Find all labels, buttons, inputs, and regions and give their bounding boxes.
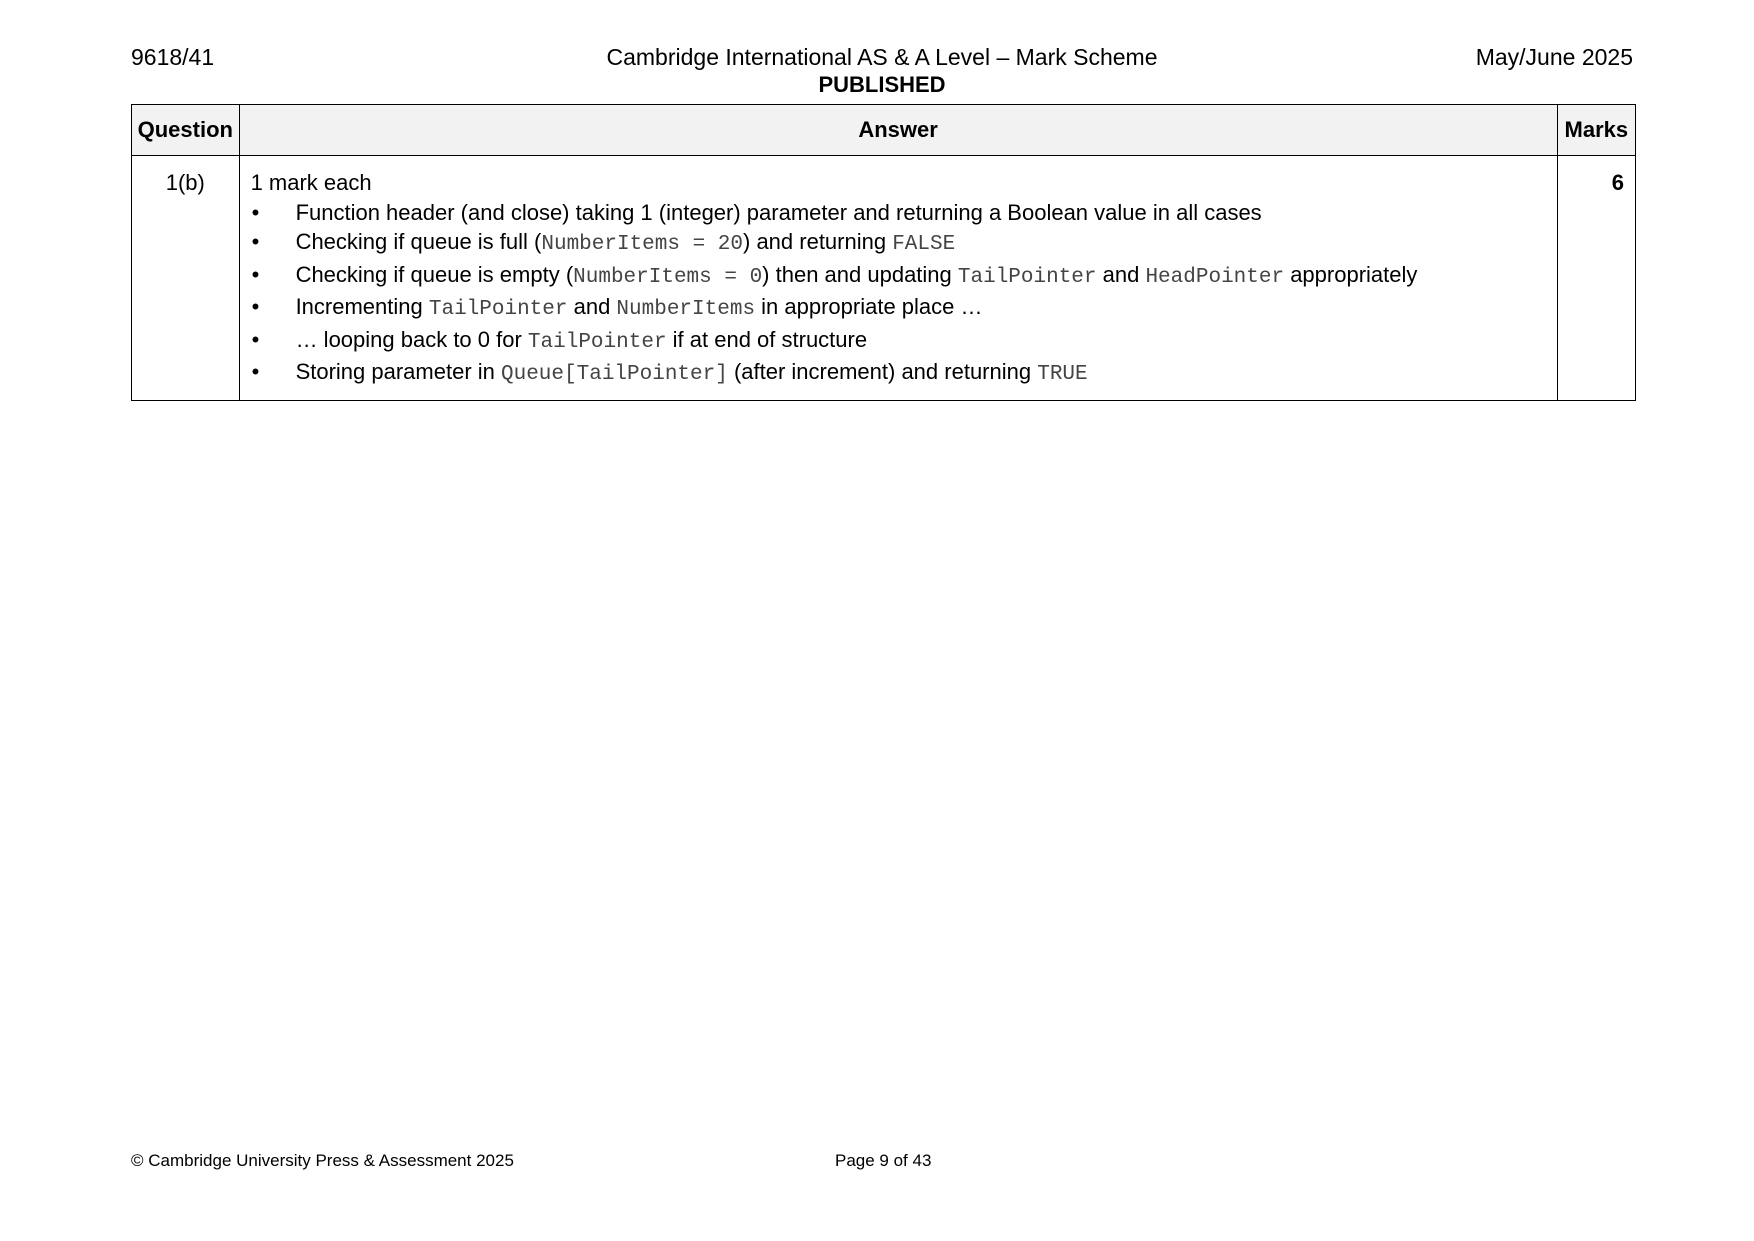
marking-point-text: and [1096,261,1146,287]
marking-point-text: Checking if queue is full ( [295,229,542,254]
answer-intro: 1 mark each [250,170,372,195]
published-label: PUBLISHED [818,72,946,97]
table-row [132,156,1636,401]
marking-point-text: Storing parameter in [295,359,501,384]
code-identifier: TailPointer [527,330,667,354]
marking-point-text: if at end of structure [666,326,868,352]
marking-point-text: in appropriate place … [755,294,983,319]
marking-point [251,260,1546,293]
marking-point [251,198,1546,228]
answer-cell [239,156,1557,401]
bullet-icon: • [251,326,260,352]
marking-point [251,227,1546,260]
paper-code: 9618/41 [131,44,215,70]
exam-session: May/June 2025 [1475,44,1633,70]
page-number: Page 9 of 43 [835,1151,932,1170]
marking-point-text: … looping back to 0 for [295,326,528,352]
table-header-row [132,105,1636,156]
question-column-header: Question [132,105,240,156]
marking-point-text: appropriately [1284,261,1418,287]
marking-point [251,325,1546,358]
marking-point-text: and [567,294,617,319]
code-identifier: TRUE [1037,363,1088,386]
question-number: 1(b) [132,156,240,401]
bullet-icon: • [251,199,260,225]
bullet-icon: • [251,229,260,254]
bullet-icon: • [251,261,260,287]
marking-point [251,357,1546,390]
marking-point-text: ) and returning [743,229,893,254]
marking-point-text: (after increment) and returning [727,359,1038,384]
code-identifier: HeadPointer [1145,265,1285,289]
marking-point [251,292,1546,325]
code-identifier: TailPointer [957,265,1097,289]
bullet-icon: • [251,294,260,319]
answer-column-header: Answer [239,105,1557,156]
bullet-icon: • [251,359,260,384]
code-identifier: FALSE [892,233,956,256]
code-identifier: TailPointer [428,298,568,321]
mark-scheme-table [131,104,1636,401]
code-identifier: NumberItems [616,298,756,321]
copyright-notice: © Cambridge University Press & Assessment 2025 [131,1151,514,1170]
marking-point-text: Function header (and close) taking 1 (integer) parameter and returning a Boolean value in all cases [295,199,1262,225]
code-identifier: Queue[TailPointer] [501,363,728,386]
marking-point-text: Checking if queue is empty ( [295,261,574,287]
marks-value: 6 [1557,156,1635,401]
marking-point-text: ) then and updating [762,261,958,287]
marking-points-list [251,198,1546,390]
document-title: Cambridge International AS & A Level – Mark Scheme [606,44,1158,70]
code-identifier: NumberItems = 0 [573,265,763,289]
marking-point-text: Incrementing [295,294,429,319]
marks-column-header: Marks [1557,105,1635,156]
code-identifier: NumberItems = 20 [541,233,743,256]
